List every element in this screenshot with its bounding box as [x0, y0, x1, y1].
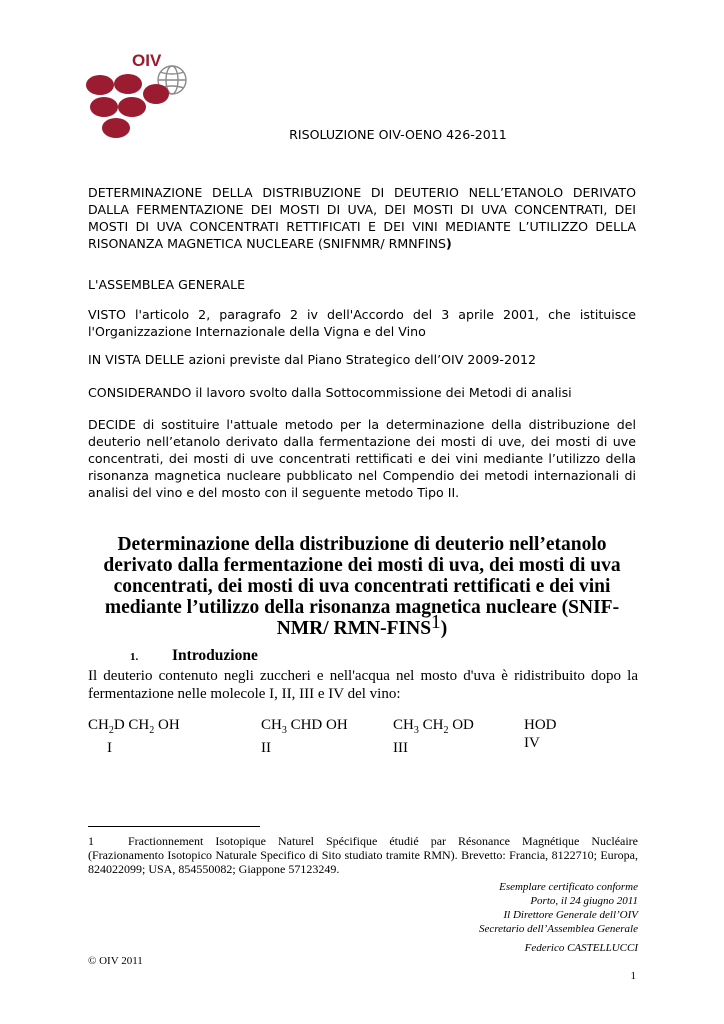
- logo-text: OIV: [132, 51, 162, 70]
- determination-heading-text: DETERMINAZIONE DELLA DISTRIBUZIONE DI DEUTERIO NELL’ETANOLO DERIVATO DALLA FERMENTAZIONE DEI MOSTI DI UVA, DEI MOSTI DI UVA CONCENTRATI, DEI MOSTI DI UVA CONCENTRATI RETTIFICATI E DEI VINI MEDIANTE L’UTILIZZO DELLA RISONANZA MAGNETICA NUCLEARE (SNIFNMR/ RMNFINS: [88, 185, 636, 251]
- method-title: [88, 534, 636, 639]
- section-title: Introduzione: [172, 647, 258, 664]
- section-number: 1.: [130, 651, 139, 663]
- method-title-close: ): [440, 618, 448, 639]
- copyright: © OIV 2011: [88, 955, 143, 967]
- resolution-number: RISOLUZIONE OIV-OENO 426-2011: [289, 127, 507, 142]
- molecule-formula: HOD: [524, 717, 557, 733]
- certification-line: Porto, il 24 giugno 2011: [530, 895, 638, 907]
- footnote-text: Fractionnement Isotopique Naturel Spécifique étudié par Résonance Magnétique Nucléaire (Frazionamento Isotopico Naturale Specifico di Sito studiato tramite RMN). Brevetto: Francia, 8122710; Europa, 824022099; USA, 854550082; Giappone 57123249.: [88, 834, 638, 876]
- determination-heading: [88, 184, 636, 252]
- footnote-ref[interactable]: 1: [431, 612, 441, 633]
- molecule-II: [261, 717, 348, 757]
- molecule-III: [393, 717, 474, 757]
- certification-line: Esemplare certificato conforme: [499, 881, 638, 893]
- footnote-separator: [88, 826, 260, 827]
- molecule-label: I: [107, 739, 112, 756]
- molecule-I: [88, 717, 180, 757]
- molecule-formula: $CH_3$ CHD OH: [261, 717, 348, 736]
- certification-block: [479, 880, 638, 936]
- considerando-paragraph: CONSIDERANDO il lavoro svolto dalla Sottocommissione dei Metodi di analisi: [88, 385, 572, 400]
- molecule-label: IV: [524, 734, 540, 751]
- method-title-text: Determinazione della distribuzione di deuterio nell’etanolo derivato dalla fermentazione dei mosti di uva, dei mosti di uva concentrati, dei mosti di uva concentrati rettificati e dei vini mediante l’utilizzo della risonanza magnetica nucleare (SNIF-NMR/ RMN-FINS: [103, 534, 621, 639]
- molecule-formula: $CH_3$ $CH_2$ OD: [393, 717, 474, 736]
- molecule-label: II: [261, 739, 271, 756]
- determination-heading-close: ): [446, 236, 452, 251]
- decide-paragraph: DECIDE di sostituire l'attuale metodo per la determinazione della distribuzione del deuterio nell’etanolo derivato dalla fermentazione dei mosti di uve, dei mosti di uve concentrati, dei mosti di uve concentrati rettificati e dei vini mediante l’utilizzo della risonanza magnetica nucleare pubblicato nel Compendio dei metodi internazionali di analisi del vino e del mosto con il seguente metodo Tipo II.: [88, 417, 636, 500]
- intro-paragraph: Il deuterio contenuto negli zuccheri e nell'acqua nel mosto d'uva è ridistribuito dopo la fermentazione nelle molecole I, II, III e IV del vino:: [88, 668, 638, 702]
- assembly-heading: L'ASSEMBLEA GENERALE: [88, 277, 246, 292]
- in-vista-paragraph: IN VISTA DELLE azioni previste dal Piano Strategico dell’OIV 2009-2012: [88, 352, 537, 367]
- certification-line: Secretario dell’Assemblea Generale: [478, 923, 638, 935]
- molecule-label: III: [393, 739, 408, 756]
- footnote: [88, 834, 638, 876]
- footnote-number: 1: [88, 834, 94, 848]
- page-number: 1: [630, 970, 636, 982]
- molecule-IV: [524, 717, 557, 752]
- certification-line: Il Direttore Generale dell’OIV: [503, 909, 638, 921]
- signatory: Federico CASTELLUCCI: [524, 942, 638, 954]
- visto-paragraph: VISTO l'articolo 2, paragrafo 2 iv dell'Accordo del 3 aprile 2001, che istituisce l'Organizzazione Internazionale della Vigna e del Vino: [88, 307, 636, 339]
- section-heading: [130, 647, 258, 665]
- molecule-formula: $CH_2D$ $CH_2$ OH: [88, 717, 180, 736]
